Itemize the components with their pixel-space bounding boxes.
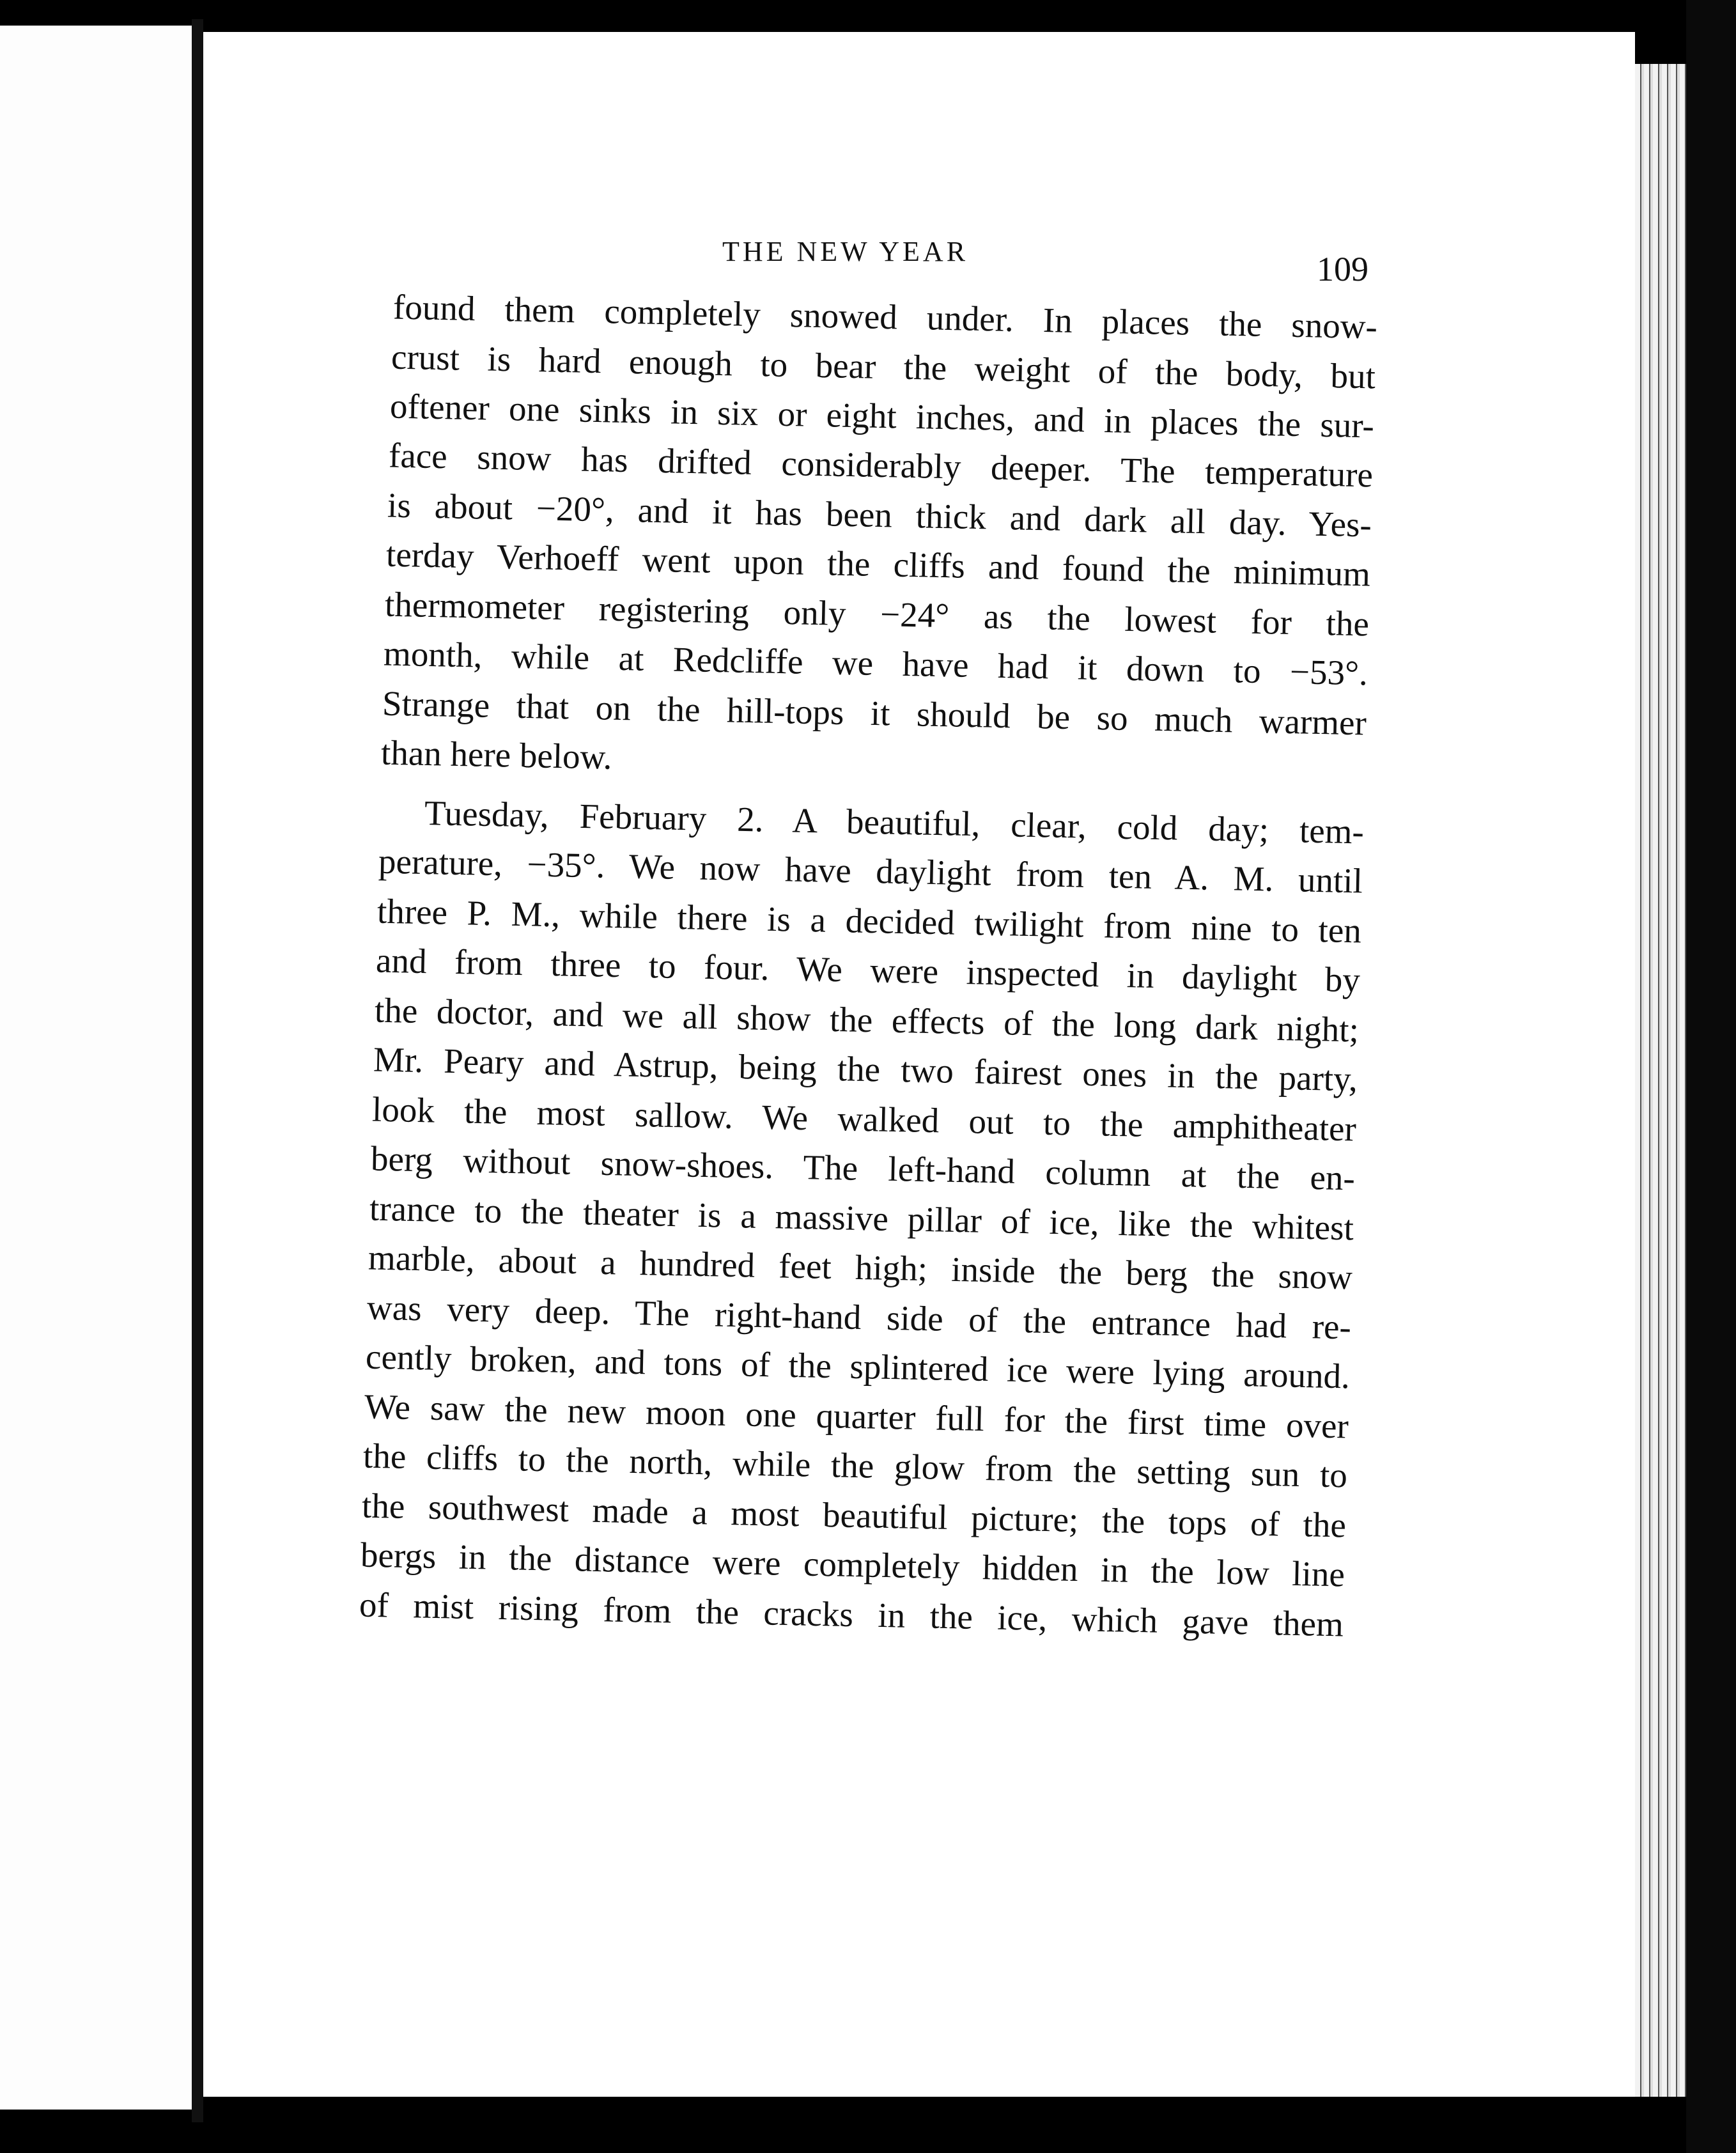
text-line: terday Verhoeff went upon the cliffs and found the minimum — [385, 534, 1371, 594]
text-line: Mr. Peary and Astrup, being the two fairest ones in the party, — [373, 1039, 1358, 1099]
text-line: trance to the theater is a massive pillar of ice, like the whitest — [369, 1188, 1354, 1248]
text-line: perature, −35°. We now have daylight from ten A. M. until — [378, 841, 1363, 901]
text-line: of mist rising from the cracks in the ice, which gave them — [359, 1585, 1344, 1644]
running-head: THE NEW YEAR — [722, 236, 969, 267]
text-line: berg without snow-shoes. The left-hand column at the en- — [370, 1139, 1356, 1198]
text-line: the southwest made a most beautiful picture; the tops of the — [361, 1486, 1347, 1545]
text-line: month, while at Redcliffe we have had it down to −53°. — [383, 633, 1368, 693]
text-line: face snow has drifted considerably deeper. The temperature — [388, 435, 1374, 495]
text-line: oftener one sinks in six or eight inches, and in places the sur- — [389, 386, 1375, 446]
scan-border — [1686, 0, 1736, 2153]
page-edges — [1635, 64, 1686, 2097]
text-line: thermometer registering only −24° as the lowest for the — [384, 584, 1370, 644]
text-line: look the most sallow. We walked out to the amphitheater — [371, 1089, 1357, 1149]
text-line: found them completely snowed under. In places the snow- — [392, 287, 1378, 346]
text-line: Strange that on the hill-tops it should be so much warmer — [382, 683, 1367, 743]
text-line: three P. M., while there is a decided twilight from nine to ten — [376, 891, 1362, 951]
text-line: cently broken, and tons of the splintered ice were lying around. — [365, 1337, 1351, 1396]
book-gutter — [192, 19, 203, 2122]
text-line: is about −20°, and it has been thick and dark all day. Yes- — [387, 485, 1372, 545]
facing-page — [0, 26, 192, 2110]
text-line: the cliffs to the north, while the glow from the setting sun to — [362, 1436, 1348, 1495]
text-line: than here below. — [380, 733, 613, 777]
text-line: the doctor, and we all show the effects of the long dark night; — [374, 990, 1360, 1050]
text-line: Tuesday, February 2. A beautiful, clear, cold day; tem- — [424, 793, 1365, 851]
text-line: We saw the new moon one quarter full for the first time over — [364, 1387, 1349, 1446]
text-line: crust is hard enough to bear the weight of the body, but — [391, 337, 1376, 396]
text-line: bergs in the distance were completely hidden in the low line — [360, 1535, 1345, 1594]
text-line: was very deep. The right-hand side of the entrance had re- — [366, 1287, 1352, 1347]
page-number: 109 — [1317, 250, 1368, 288]
text-line: marble, about a hundred feet high; inside the berg the snow — [368, 1238, 1353, 1297]
text-line: and from three to four. We were inspected in daylight by — [375, 940, 1361, 1000]
